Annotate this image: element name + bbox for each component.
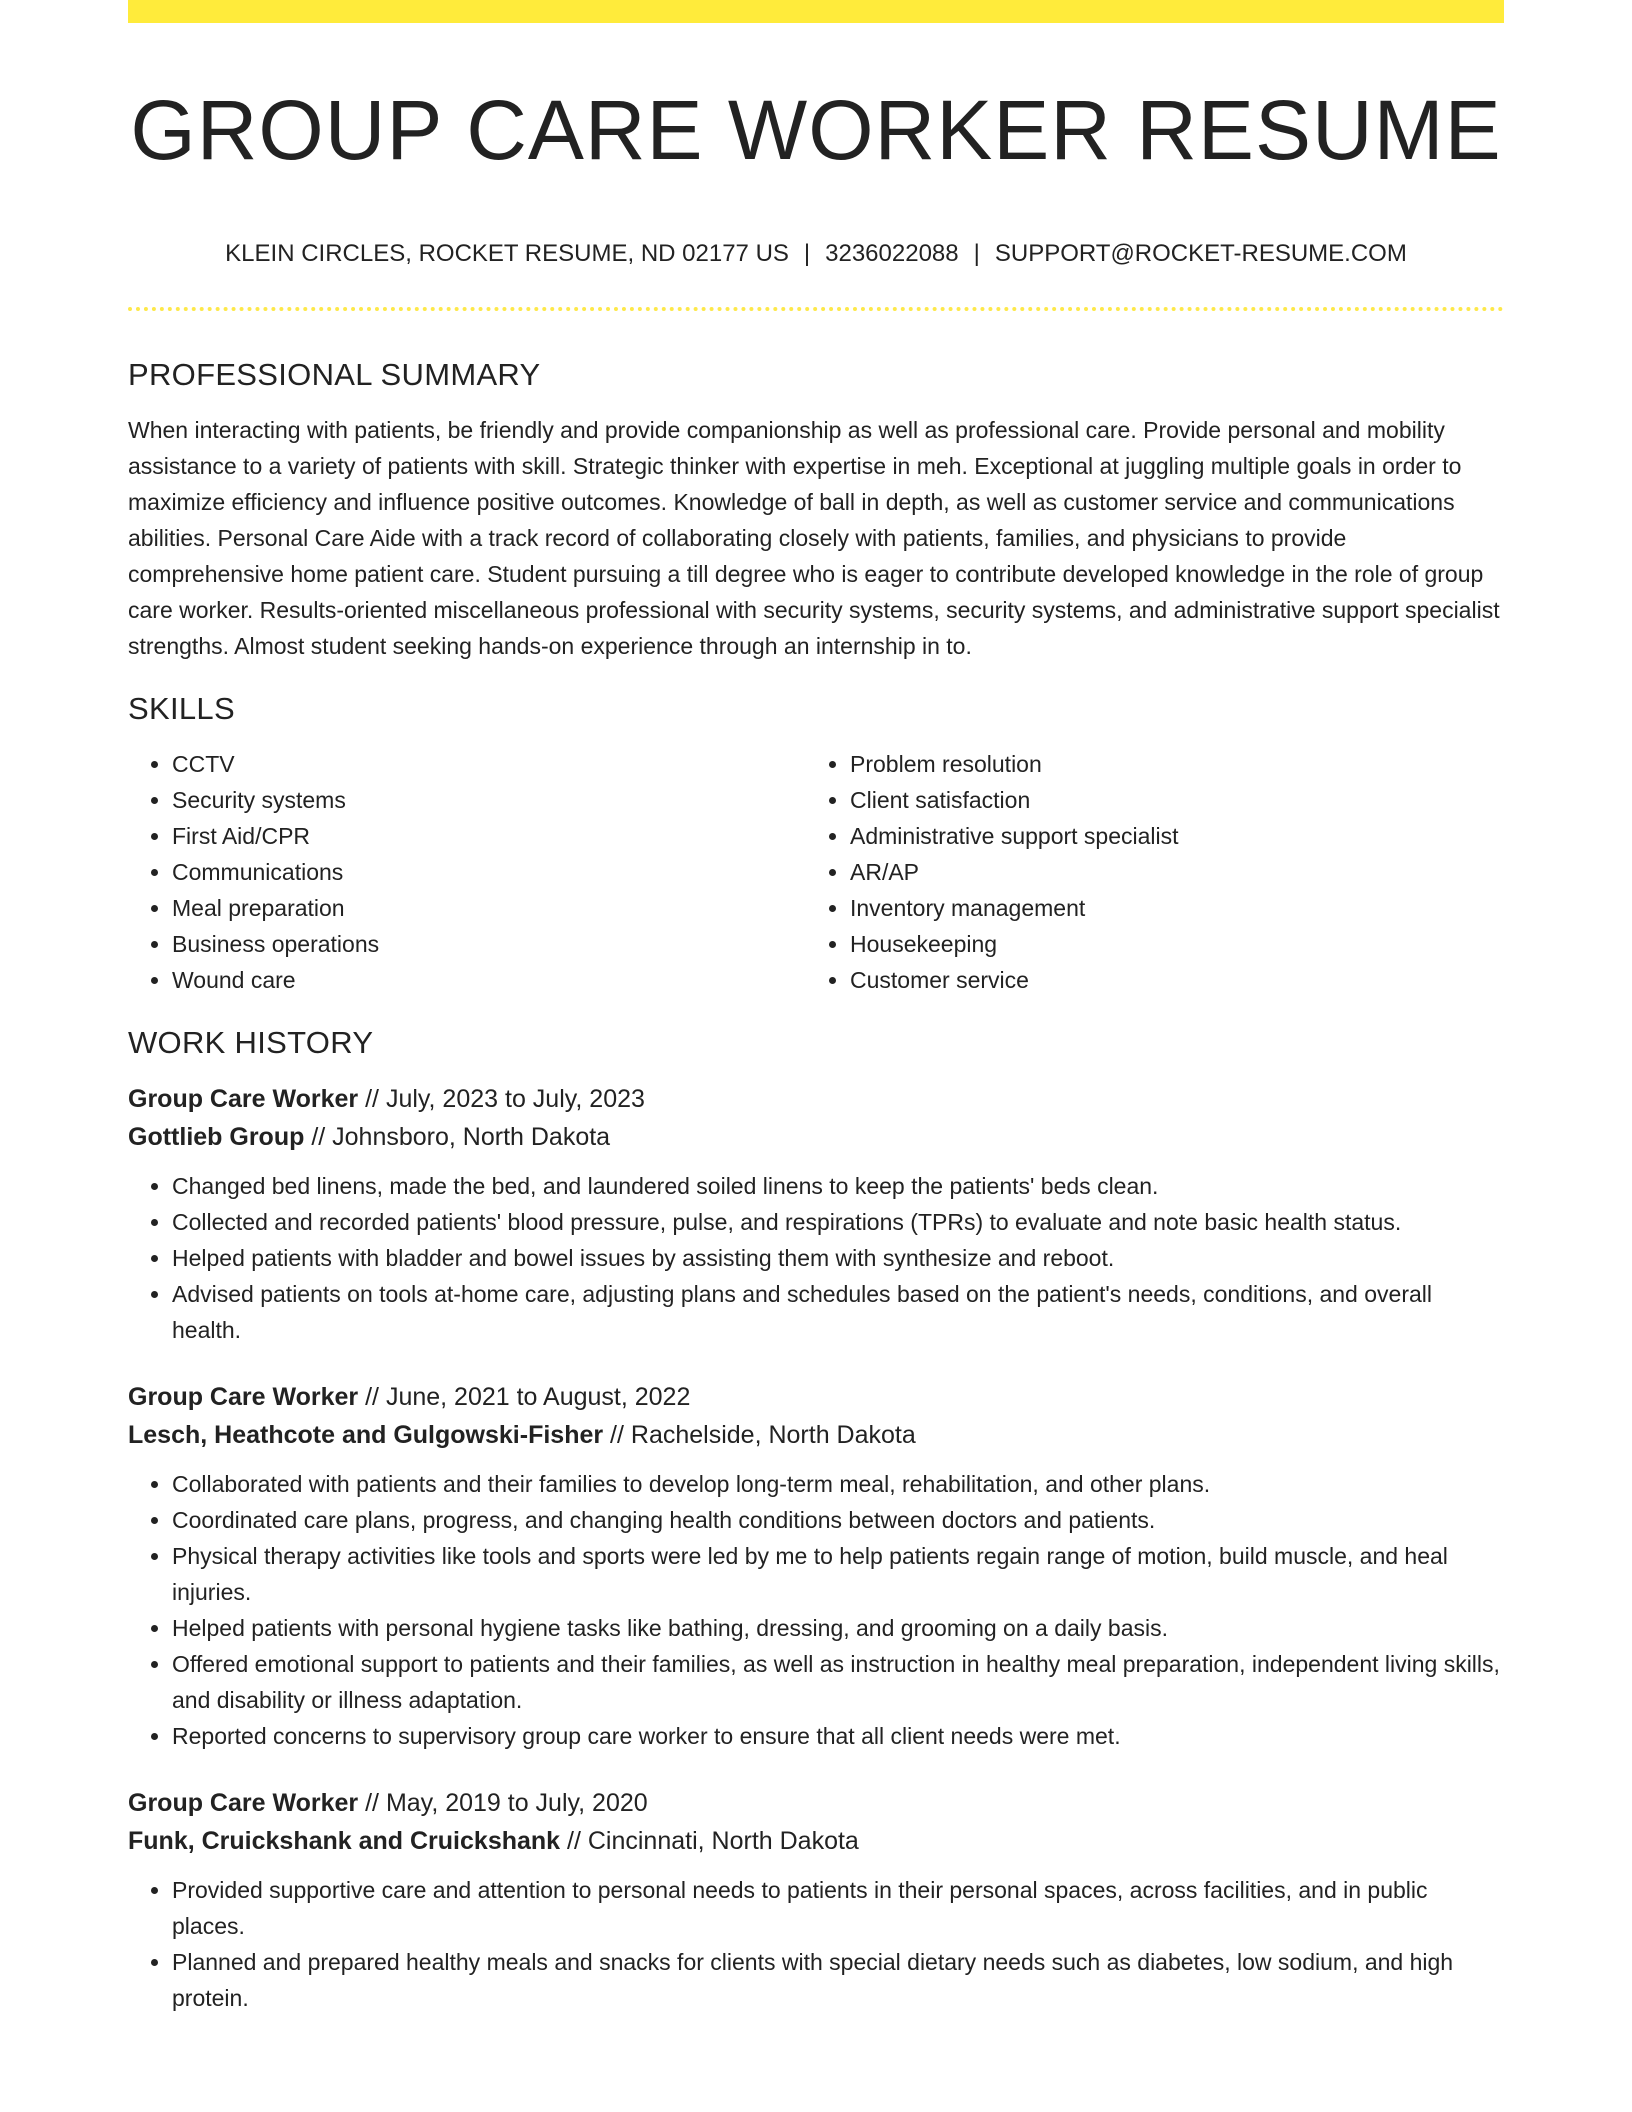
job-bullet: • Physical therapy activities like tools and sports were led by me to help patients regain range of motion, build muscle, and heal injuries. <box>172 1538 1504 1610</box>
work-history-heading: WORK HISTORY <box>128 1025 374 1060</box>
job-entry <box>128 1080 1504 1348</box>
skill-item: • Security systems <box>172 782 806 818</box>
top-accent-bar <box>128 0 1504 23</box>
skill-item: • CCTV <box>172 746 806 782</box>
job-location: // Rachelside, North Dakota <box>603 1421 916 1449</box>
contact-address: KLEIN CIRCLES, ROCKET RESUME, ND 02177 US <box>225 240 789 267</box>
job-bullet: • Offered emotional support to patients and their families, as well as instruction in healthy meal preparation, independent living skills, and disability or illness adaptation. <box>172 1646 1504 1718</box>
job-company-line <box>128 1118 1504 1156</box>
skill-item: • Communications <box>172 854 806 890</box>
summary-text: When interacting with patients, be friendly and provide companionship as well as professional care. Provide personal and mobility assistance to a variety of patients with skill. Strategic thinker with expertise in meh. Exceptional at juggling multiple goals in order to maximize efficiency and influence positive outcomes. Knowledge of ball in depth, as well as customer service and communications abilities. Personal Care Aide with a track record of collaborating closely with patients, families, and physicians to provide comprehensive home patient care. Student pursuing a till degree who is eager to contribute developed knowledge in the role of group care worker. Results-oriented miscellaneous professional with security systems, security systems, and administrative support specialist strengths. Almost student seeking hands-on experience through an internship in to. <box>128 417 1500 659</box>
skill-item: • Meal preparation <box>172 890 806 926</box>
job-company-line <box>128 1822 1504 1860</box>
job-entry <box>128 1378 1504 1754</box>
job-bullet: • Coordinated care plans, progress, and changing health conditions between doctors and patients. <box>172 1502 1504 1538</box>
job-entry <box>128 1784 1504 2016</box>
resume-title: GROUP CARE WORKER RESUME <box>130 83 1502 177</box>
job-bullet: • Collaborated with patients and their families to develop long-term meal, rehabilitation, and other plans. <box>172 1466 1504 1502</box>
job-company: Lesch, Heathcote and Gulgowski-Fisher <box>128 1421 604 1449</box>
skill-item: • Client satisfaction <box>850 782 1484 818</box>
dotted-divider <box>128 307 1504 311</box>
job-company: Gottlieb Group <box>128 1123 305 1151</box>
job-company: Funk, Cruickshank and Cruickshank <box>128 1827 561 1855</box>
skill-item: • Customer service <box>850 962 1484 998</box>
skills-heading: SKILLS <box>128 691 235 726</box>
job-bullet: • Advised patients on tools at-home care, adjusting plans and schedules based on the patient's needs, conditions, and overall health. <box>172 1276 1504 1348</box>
job-location: // Cincinnati, North Dakota <box>560 1827 859 1855</box>
job-dates: // May, 2019 to July, 2020 <box>358 1789 648 1817</box>
skill-item: • Problem resolution <box>850 746 1484 782</box>
job-bullet: • Helped patients with bladder and bowel issues by assisting them with synthesize and reboot. <box>172 1240 1504 1276</box>
job-bullet: • Helped patients with personal hygiene tasks like bathing, dressing, and grooming on a daily basis. <box>172 1610 1504 1646</box>
job-bullets <box>128 1872 1504 2016</box>
skill-item: • First Aid/CPR <box>172 818 806 854</box>
skill-item: • Housekeeping <box>850 926 1484 962</box>
job-bullet: • Provided supportive care and attention to personal needs to patients in their personal spaces, across facilities, and in public places. <box>172 1872 1504 1944</box>
job-bullets <box>128 1168 1504 1348</box>
job-bullet: • Planned and prepared healthy meals and snacks for clients with special dietary needs such as diabetes, low sodium, and high protein. <box>172 1944 1504 2016</box>
skills-columns <box>128 746 1504 998</box>
job-title: Group Care Worker <box>128 1085 359 1113</box>
job-bullets <box>128 1466 1504 1754</box>
job-title-line <box>128 1784 1504 1822</box>
skills-right-list <box>806 746 1484 998</box>
job-dates: // June, 2021 to August, 2022 <box>358 1383 691 1411</box>
contact-separator: | <box>803 240 811 267</box>
job-title: Group Care Worker <box>128 1383 359 1411</box>
skill-item: • Wound care <box>172 962 806 998</box>
skill-item: • Business operations <box>172 926 806 962</box>
job-title-line <box>128 1080 1504 1118</box>
summary-section <box>128 350 1504 664</box>
job-bullet: • Changed bed linens, made the bed, and laundered soiled linens to keep the patients' beds clean. <box>172 1168 1504 1204</box>
contact-phone: 3236022088 <box>825 240 959 267</box>
job-location: // Johnsboro, North Dakota <box>304 1123 611 1151</box>
job-title-line <box>128 1378 1504 1416</box>
job-company-line <box>128 1416 1504 1454</box>
work-history-section <box>128 1018 1504 2016</box>
contact-separator: | <box>973 240 980 267</box>
skill-item: • Administrative support specialist <box>850 818 1484 854</box>
job-bullet: • Reported concerns to supervisory group care worker to ensure that all client needs were met. <box>172 1718 1504 1754</box>
resume-body <box>128 350 1504 2016</box>
contact-email: SUPPORT@ROCKET-RESUME.COM <box>994 240 1407 267</box>
summary-heading: PROFESSIONAL SUMMARY <box>128 357 541 392</box>
skill-item: • AR/AP <box>850 854 1484 890</box>
job-title: Group Care Worker <box>128 1789 359 1817</box>
skills-section <box>128 684 1504 998</box>
skills-left-list <box>128 746 806 998</box>
job-dates: // July, 2023 to July, 2023 <box>358 1085 645 1113</box>
skill-item: • Inventory management <box>850 890 1484 926</box>
job-bullet: • Collected and recorded patients' blood pressure, pulse, and respirations (TPRs) to evaluate and note basic health status. <box>172 1204 1504 1240</box>
contact-line <box>128 236 1504 272</box>
